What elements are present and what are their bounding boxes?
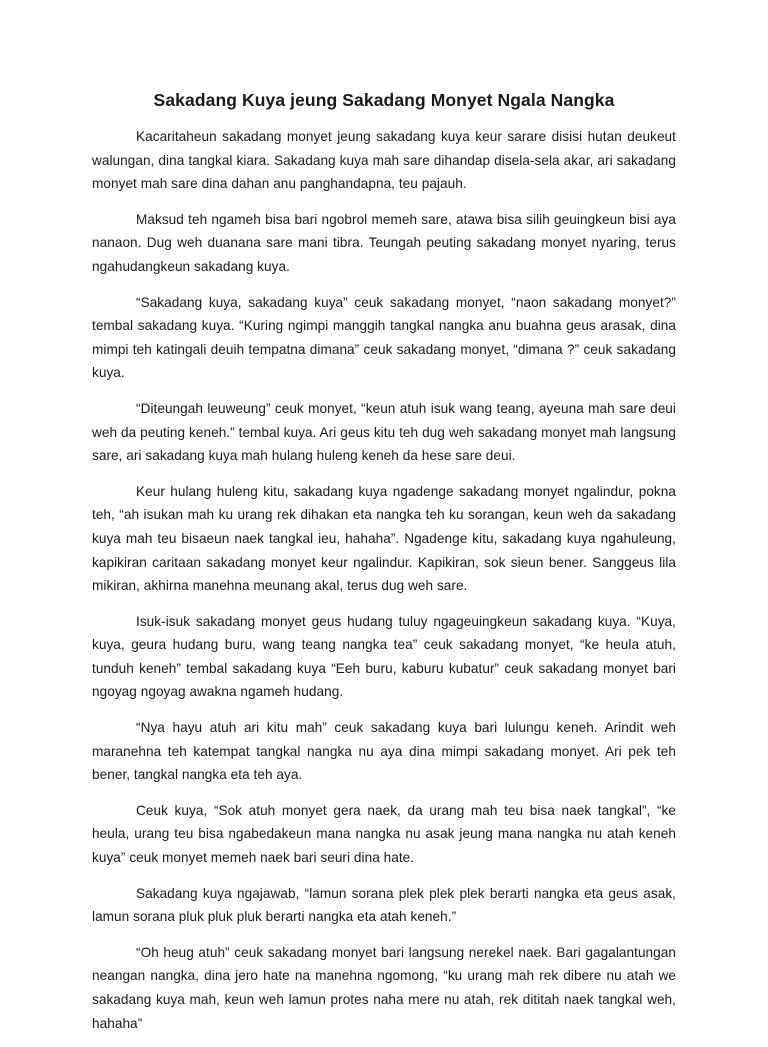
paragraph: “Nya hayu atuh ari kitu mah” ceuk sakadang kuya bari lulungu keneh. Arindit weh maranehna teh katempat tangkal nangka nu aya dina mimpi sakadang monyet. Ari pek teh bener, tangkal nangka eta teh aya.	[92, 720, 676, 783]
paragraph: Isuk-isuk sakadang monyet geus hudang tuluy ngageuingkeun sakadang kuya. “Kuya, kuya, geura hudang buru, wang teang nangka tea” ceuk sakadang monyet, “ke heula atuh, tunduh keneh” tembal sakadang kuya “Eeh buru, kaburu kubatur” ceuk sakadang monyet bari ngoyag ngoyag awakna ngameh hudang.	[92, 613, 676, 700]
paragraph: Keur hulang huleng kitu, sakadang kuya ngadenge sakadang monyet ngalindur, pokna teh, “ah isukan mah ku urang rek dihakan eta nangka teh ku sorangan, keun weh da sakadang kuya mah teu bisaeun naek tangkal ieu, hahaha”. Ngadenge kitu, sakadang kuya ngahuleung, kapikiran caritaan sakadang monyet keur ngalindur. Kapikiran, sok sieun bener. Sanggeus lila mikiran, akhirna manehna meunang akal, terus dug weh sare.	[92, 483, 676, 594]
paragraph: Ceuk kuya, “Sok atuh monyet gera naek, da urang mah teu bisa naek tangkal”, “ke heula, urang teu bisa ngabedakeun mana nangka nu asak jeung mana nangka nu atah keneh kuya” ceuk monyet memeh naek bari seuri dina hate.	[92, 802, 676, 866]
paragraph: “Diteungah leuweung” ceuk monyet, “keun atuh isuk wang teang, ayeuna mah sare deui weh da peuting keneh.” tembal kuya. Ari geus kitu teh dug weh sakadang monyet mah langsung sare, ari sakadang kuya mah hulang huleng keneh da hese sare deui.	[92, 400, 676, 464]
document-body	[92, 125, 676, 1047]
paragraph: “Sakadang kuya, sakadang kuya” ceuk sakadang monyet, “naon sakadang monyet?” tembal sakadang kuya. “Kuring ngimpi manggih tangkal nangka anu buahna geus arasak, dina mimpi teh katingali deuih tempatna dimana” ceuk sakadang monyet, “dimana ?” ceuk sakadang kuya.	[92, 294, 676, 381]
paragraph: “Oh heug atuh” ceuk sakadang monyet bari langsung nerekel naek. Bari gagalantungan neangan nangka, dina jero hate na manehna ngomong, “ku urang mah rek dibere nu atah we sakadang kuya mah, keun weh lamun protes naha mere nu atah, rek dititah naek tangkal weh, hahaha”	[92, 944, 676, 1031]
paragraph: Maksud teh ngameh bisa bari ngobrol memeh sare, atawa bisa silih geuingkeun bisi aya nanaon. Dug weh duanana sare mani tibra. Teungah peuting sakadang monyet nyaring, terus ngahudangkeun sakadang kuya.	[92, 211, 676, 274]
paragraph: Sakadang kuya ngajawab, “lamun sorana plek plek plek berarti nangka eta geus asak, lamun sorana pluk pluk pluk berarti nangka eta atah keneh.”	[92, 885, 676, 925]
document-title: Sakadang Kuya jeung Sakadang Monyet Ngala Nangka	[153, 90, 615, 110]
paragraph: Kacaritaheun sakadang monyet jeung sakadang kuya keur sarare disisi hutan deukeut walungan, dina tangkal kiara. Sakadang kuya mah sare dihandap disela-sela akar, ari sakadang monyet mah sare dina dahan anu panghandapna, teu pajauh.	[92, 129, 676, 192]
